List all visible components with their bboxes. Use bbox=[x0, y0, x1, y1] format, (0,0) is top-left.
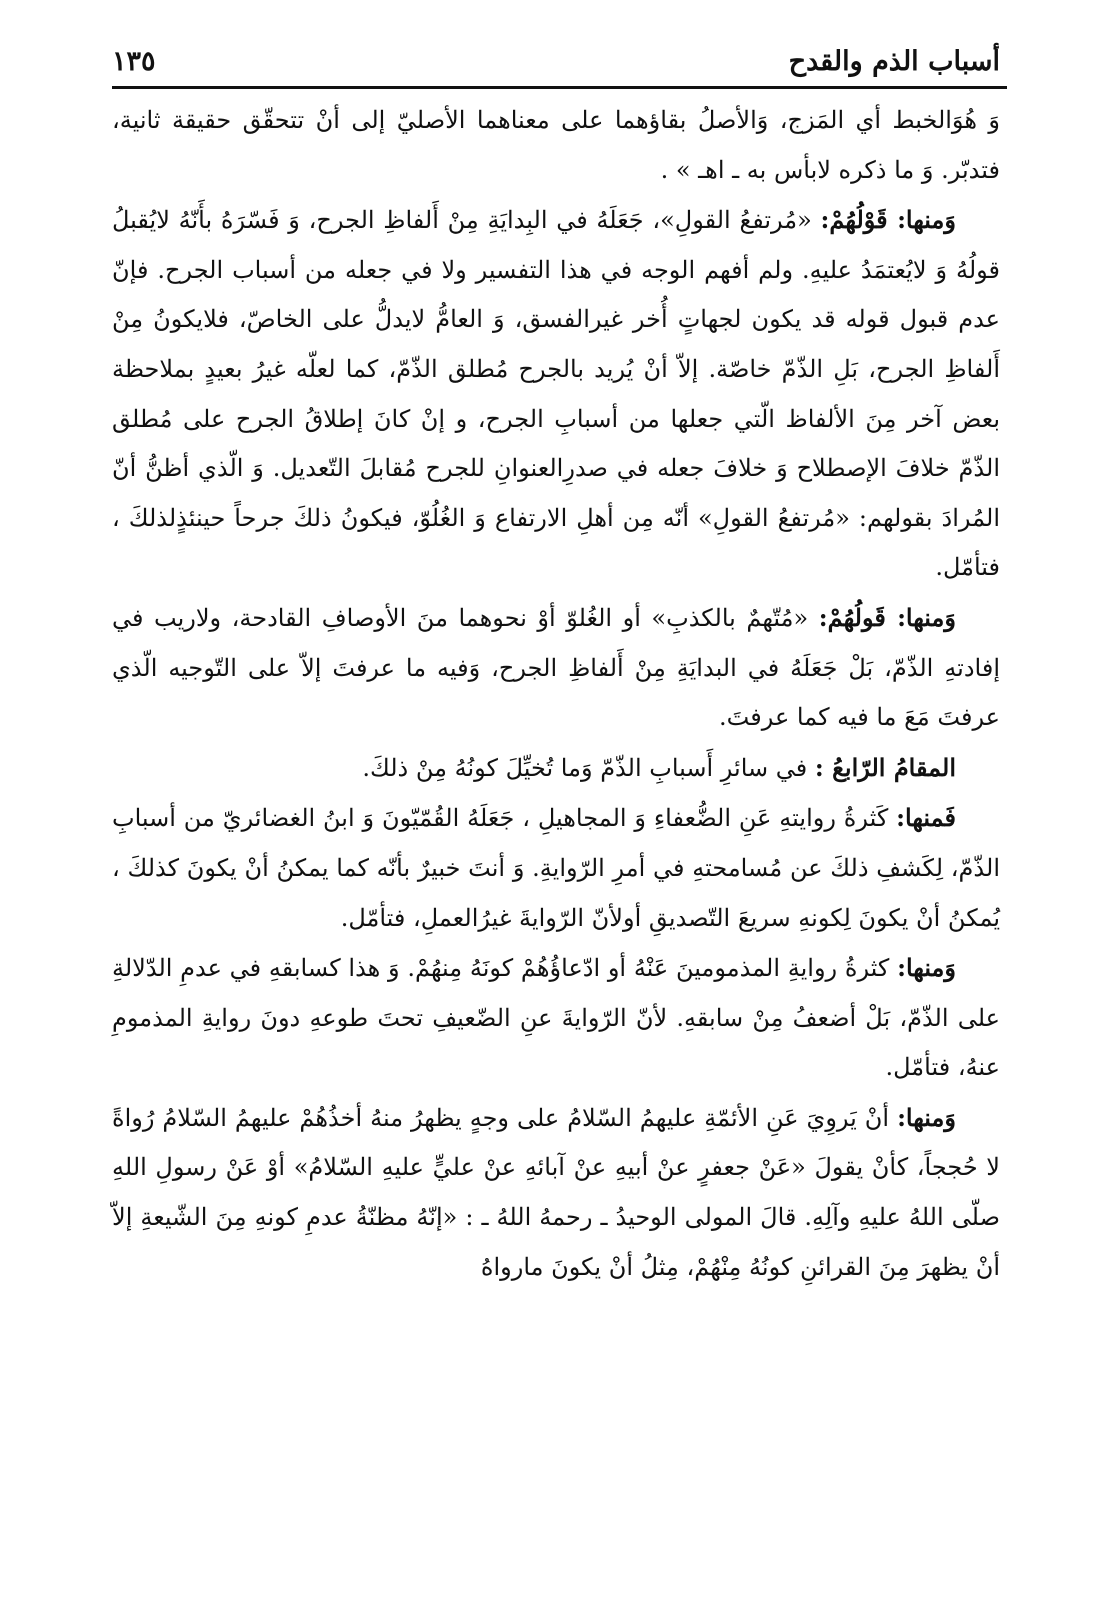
paragraph bbox=[112, 1093, 1000, 1292]
header-rule bbox=[112, 86, 1007, 89]
paragraph-text: كثرةُ روايةِ المذمومينَ عَنْهُ أو ادّعاؤُهُمْ كونَهُ مِنهُمْ. وَ هذا كسابقهِ في عدمِ الدّلالةِ على الذّمّ، بَلْ أضعفُ مِنْ سابقهِ. لأنّ الرّوايةَ عنِ الضّعيفِ تحتَ طوعهِ دونَ روايةِ المذمومِ عنهُ، فتأمّل. bbox=[112, 954, 1000, 1082]
page-header bbox=[112, 38, 1000, 84]
page-number: ١٣٥ bbox=[112, 45, 156, 77]
paragraph-text: «مُتّهمٌ بالكذبِ» أو الغُلوّ أوْ نحوهما منَ الأوصافِ القادحة، ولاريب في إفادتهِ الذّمّ، بَلْ جَعَلَهُ في البدايَةِ مِنْ أَلفاظِ الجرح، وَفيه ما عرفتَ إلاّ على التّوجيه الّذي عرفتَ مَعَ ما فيه كما عرفتَ. bbox=[112, 603, 1000, 732]
paragraph-text: كَثرةُ روايتهِ عَنِ الضُّعفاءِ وَ المجاهيلِ ، جَعَلَهُ القُمّيّونَ وَ ابنُ الغضائريّ من أسبابِ الذّمّ، لِكَشفِ ذلكَ عن مُسامحتهِ في أمرِ الرّوايةِ. وَ أنتَ خبيرٌ بأنّه كما يمكنُ أنْ يكونَ كذلكَ ، يُمكنُ أنْ يكونَ لِكونهِ سريعَ التّصديقِ أولأنّ الرّوايةَ غيرُالعملِ، فتأمّل. bbox=[112, 804, 1000, 932]
paragraph-lead: وَمنها: قَولُهُمْ: bbox=[818, 602, 956, 632]
running-title: أسباب الذم والقدح bbox=[788, 45, 1000, 77]
paragraph-lead: وَمنها: bbox=[897, 953, 956, 983]
paragraph-lead: وَمنها: قَوْلُهُمْ: bbox=[820, 205, 956, 235]
paragraph-lead: فَمنها: bbox=[896, 803, 956, 833]
paragraph-text: وَ هُوَالخبط أي المَزج، وَالأصلُ بقاؤهما على معناهما الأصليّ إلى أنْ تتحقّق حقيقة ثانية، فتدبّر. وَ ما ذكره لابأس به ـ اهـ » . bbox=[112, 106, 1000, 184]
paragraph bbox=[112, 793, 1000, 943]
section-heading: المقامُ الرّابعُ : bbox=[814, 752, 956, 782]
paragraph-text: «مُرتفعُ القولِ»، جَعَلَهُ في البِدايَةِ مِنْ أَلفاظِ الجرح، وَ فَسّرَهُ بأَنّهُ لايُقبلُ قولُهُ وَ لايُعتمَدُ عليهِ. ولم أفهم الوجه في هذا التفسير ولا في جعله من أسباب الجرح. فإنّ عدم قبول قوله قد يكون لجهاتٍ أُخر غيرالفسق، وَ العامُّ لايدلُّ على الخاصّ، فلايكونُ مِنْ أَلفاظِ الجرح، بَلِ الذّمّ خاصّة. إلاّ أنْ يُريد بالجرح مُطلق الذّمّ، كما لعلّه غيرُ بعيدٍ بملاحظة بعض آخر مِنَ الألفاظ الّتي جعلها من أسبابِ الجرح، و إنْ كانَ إطلاقُ الجرح على مُطلق الذّمّ خلافَ الإصطلاح وَ خلافَ جعله في صدرِالعنوانِ للجرح مُقابلَ التّعديل. وَ الّذي أظنُّ أنّ المُرادَ بقولهم: «مُرتفعُ القولِ» أنّه مِن أهلِ الارتفاع وَ الغُلُوّ، فيكونُ ذلكَ جرحاً حينئذٍلذلكَ ، فتأمّل. bbox=[112, 206, 1001, 582]
paragraph bbox=[112, 943, 1000, 1093]
document-body bbox=[112, 96, 1000, 1292]
paragraph-text: أنْ يَروِيَ عَنِ الأئمّةِ عليهمُ السّلامُ على وجهٍ يظهرُ منهُ أخذُهُمْ عليهمُ السّلامُ رُواةً لا حُججاً، كأنْ يقولَ «عَنْ جعفرٍ عنْ أبيهِ عنْ آبائهِ عنْ عليٍّ عليهِ السّلامُ» أوْ عَنْ رسولِ اللهِ صلّى اللهُ عليهِ وآلِهِ. قالَ المولى الوحيدُ ـ رحمهُ اللهُ ـ : «إنّهُ مظنّةُ عدمِ كونهِ مِنَ الشّيعةِ إلاّ أنْ يظهرَ مِنَ القرائنِ كونُهُ مِنْهُمْ، مِثلُ أنْ يكونَ مارواهُ bbox=[112, 1103, 1000, 1281]
paragraph bbox=[112, 195, 1000, 593]
paragraph bbox=[112, 593, 1000, 743]
paragraph bbox=[112, 743, 1000, 794]
paragraph-text: في سائرِ أَسبابِ الذّمّ وَما تُخيِّلَ كونُهُ مِنْ ذلكَ. bbox=[362, 753, 808, 782]
paragraph bbox=[112, 96, 1000, 195]
paragraph-lead: وَمنها: bbox=[897, 1102, 956, 1132]
